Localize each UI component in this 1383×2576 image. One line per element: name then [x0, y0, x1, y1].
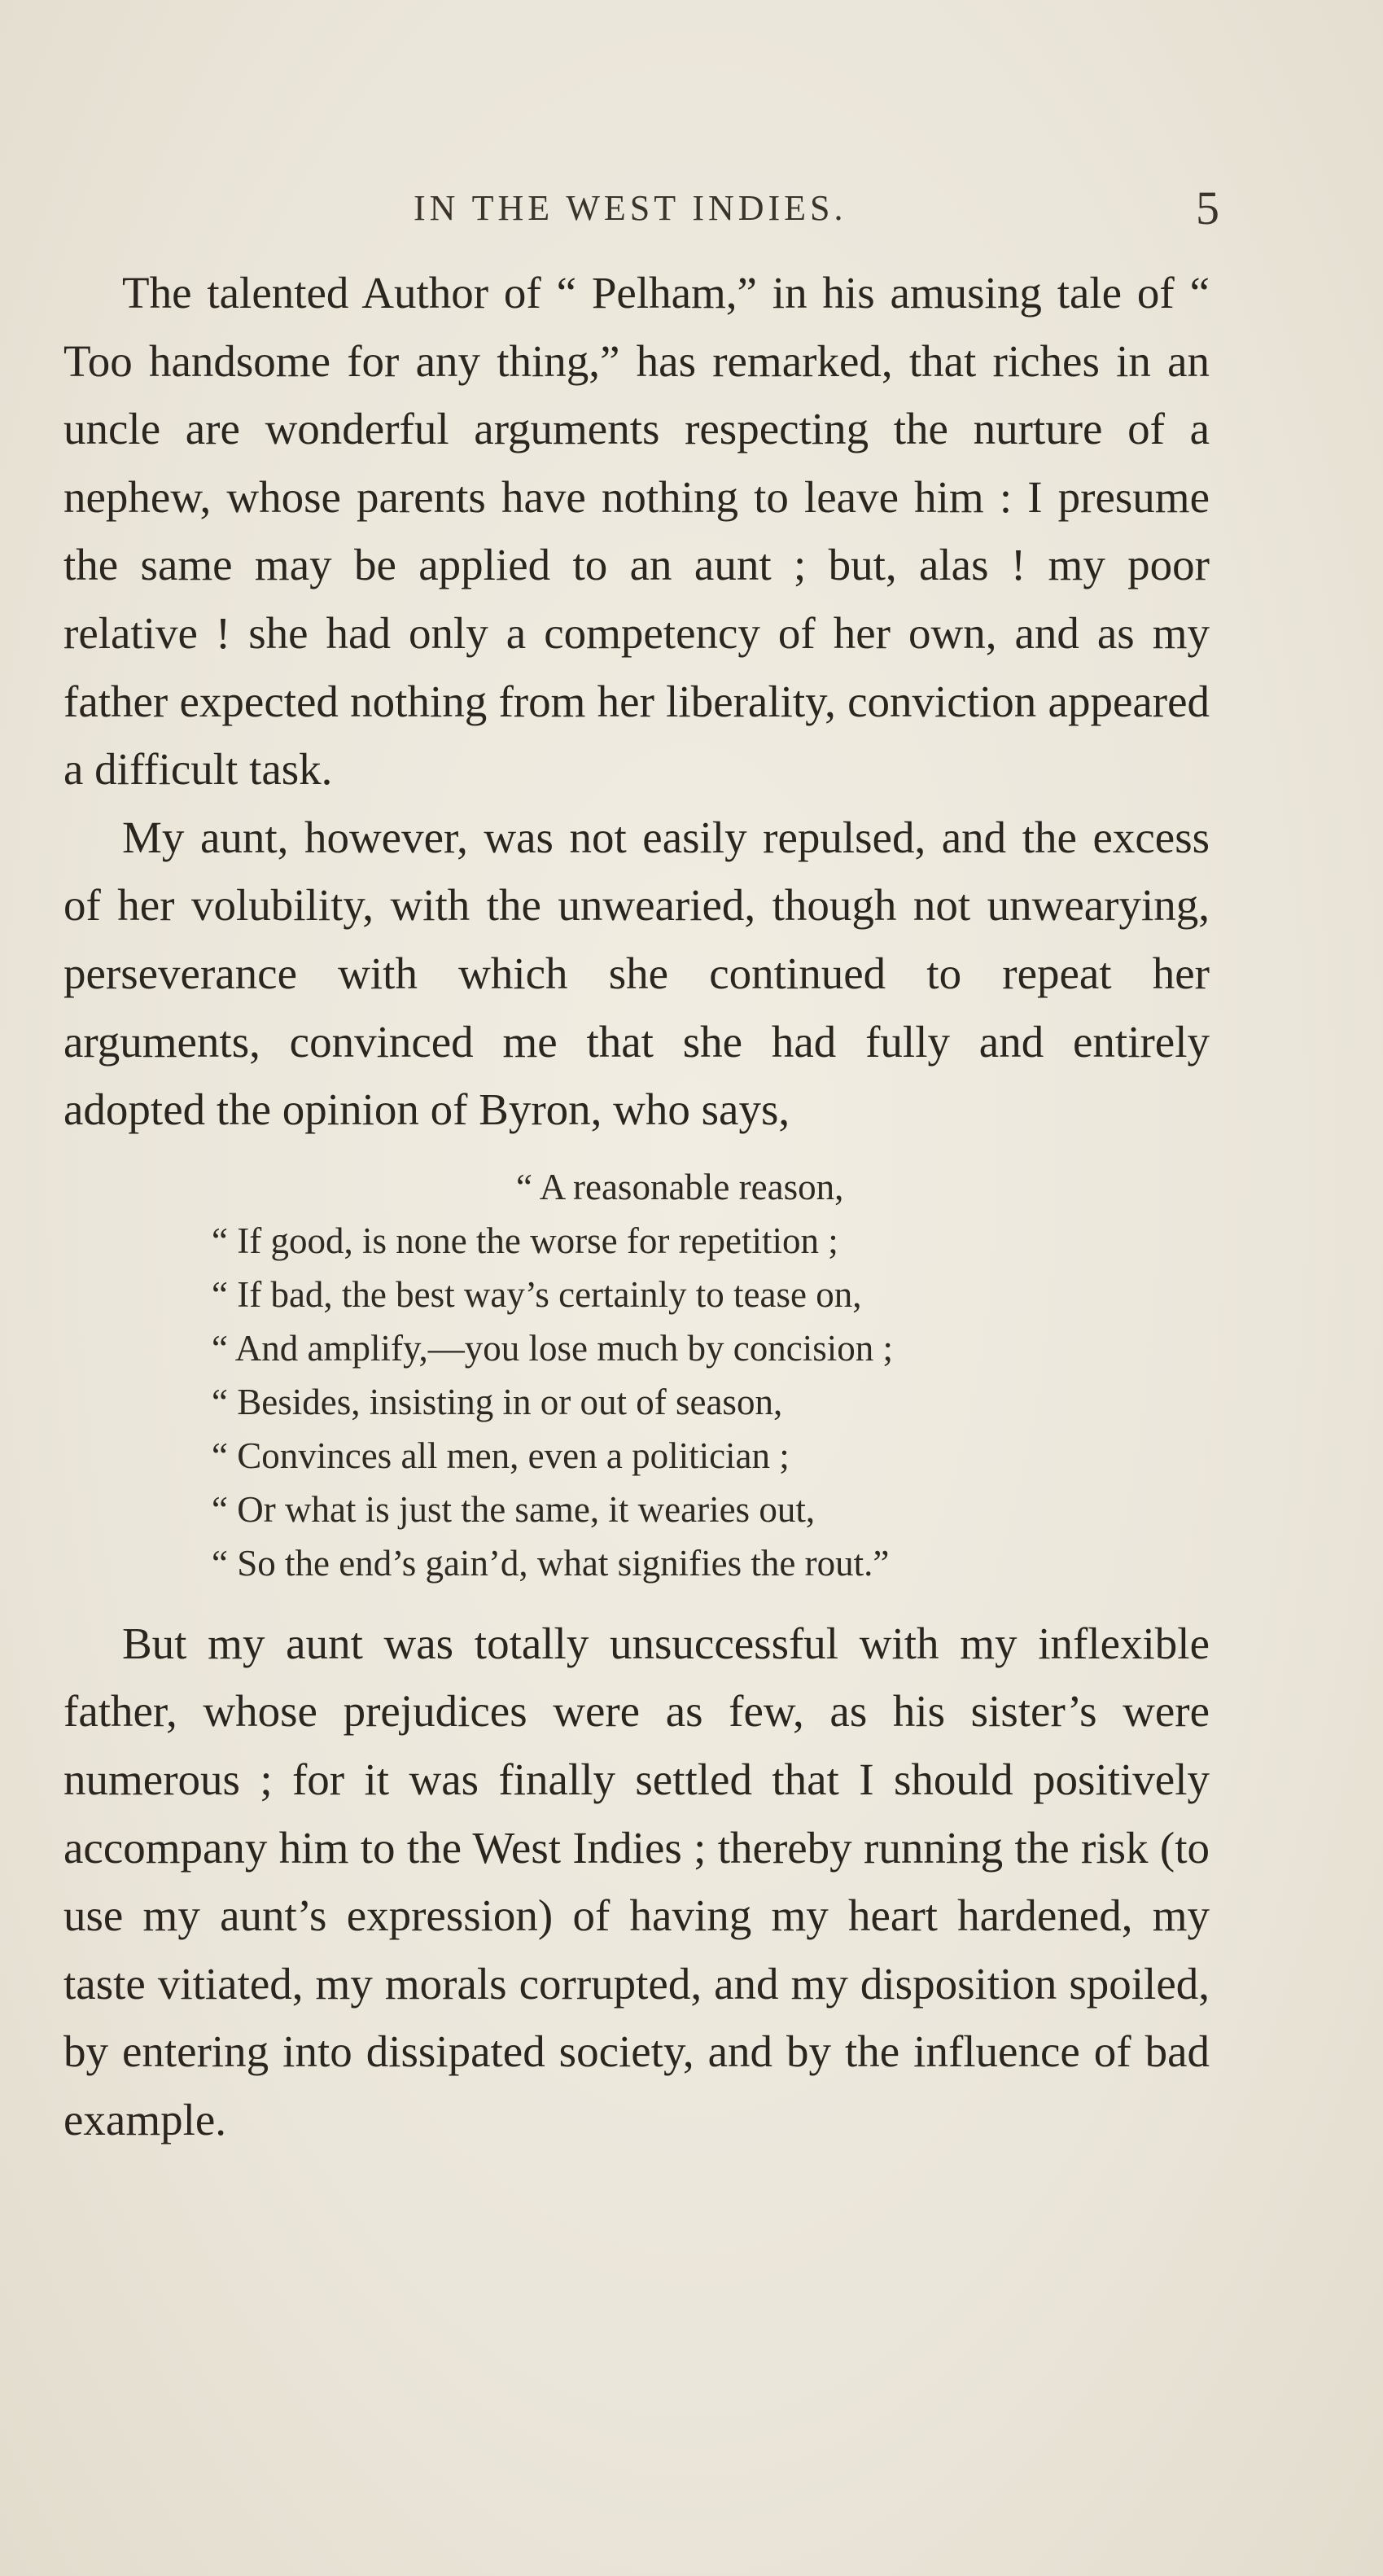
page-number: 5: [1196, 182, 1219, 234]
running-head-title: IN THE WEST INDIES.: [414, 188, 847, 228]
verse-line: “ A reasonable reason,: [516, 1166, 844, 1207]
verse-line: “ If bad, the best way’s certainly to tease on,: [212, 1273, 862, 1315]
verse-line: “ Besides, insisting in or out of season,: [212, 1381, 783, 1422]
verse-line: “ So the end’s gain’d, what signifies the rout.”: [212, 1542, 890, 1584]
paragraph: The talented Author of “ Pelham,” in his amusing tale of “ Too handsome for any thing,” has remarked, that riches in an uncle are wonderful arguments respecting the nurture of a nephew, whose parents have nothing to leave him : I presume the same may be applied to an aunt ; but, alas ! my poor relative ! she had only a competency of her own, and as my father expected nothing from her liberality, conviction appeared a difficult task.: [63, 268, 1210, 795]
paragraph: My aunt, however, was not easily repulsed, and the excess of her volubility, with the unwearied, though not unwearying, perseverance with which she continued to repeat her arguments, convinced me that she had fully and entirely adopted the opinion of Byron, who says,: [63, 812, 1210, 1135]
verse-line: “ If good, is none the worse for repetition ;: [212, 1220, 838, 1261]
paragraph: But my aunt was totally unsuccessful with my inflexible father, whose prejudices were as few, as his sister’s were numerous ; for it was finally settled that I should positively accompany him to the West Indies ; thereby running the risk (to use my aunt’s expression) of having my heart hardened, my taste vitiated, my morals corrupted, and my disposition spoiled, by entering into dissipated society, and by the influence of bad example.: [63, 1618, 1210, 2144]
verse-line: “ Or what is just the same, it wearies out,: [212, 1488, 816, 1530]
body-text: [63, 259, 1210, 2153]
verse-quotation: [212, 1160, 1210, 1590]
verse-line: “ And amplify,—you lose much by concision ;: [212, 1327, 893, 1369]
verse-line: “ Convinces all men, even a politician ;: [212, 1435, 790, 1476]
running-head: [63, 181, 1219, 238]
